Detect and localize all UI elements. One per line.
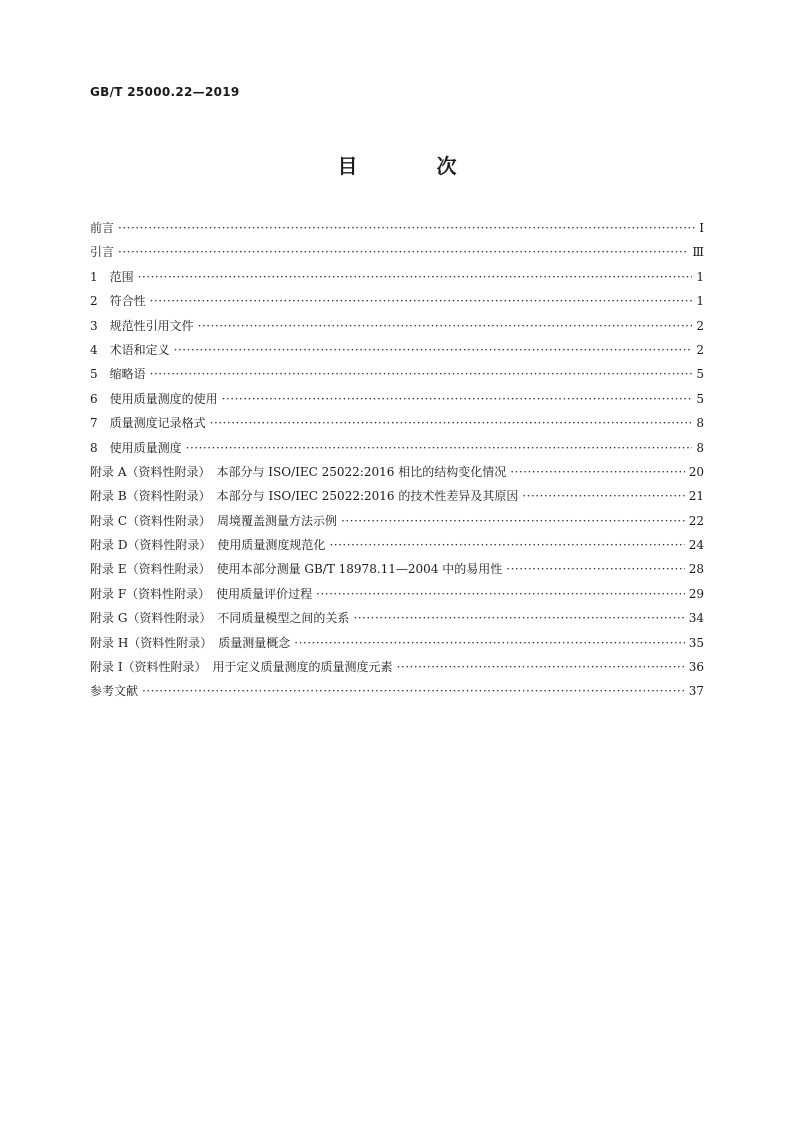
toc-entry-label: 1 范围	[90, 269, 134, 284]
toc-entry-annex-e[interactable]	[90, 557, 704, 581]
toc-leader-dots	[522, 484, 684, 508]
toc-entry-abbreviations[interactable]	[90, 362, 704, 386]
toc-page-number: 36	[688, 660, 704, 675]
toc-page-number: 34	[688, 611, 704, 626]
toc-entry-label: 参考文献	[90, 684, 139, 699]
toc-page-number: 22	[688, 513, 704, 528]
toc-leader-dots	[506, 557, 684, 581]
toc-entry-label: 附录 C（资料性附录） 周境覆盖测量方法示例	[90, 513, 337, 528]
toc-leader-dots	[316, 582, 685, 606]
toc-page-number: 28	[688, 562, 704, 577]
toc-entry-label: 附录 B（资料性附录） 本部分与 ISO/IEC 25022:2016 的技术性差异及其原因	[90, 489, 519, 504]
toc-entry-label: 7 质量测度记录格式	[90, 416, 206, 431]
toc-entry-annex-d[interactable]	[90, 533, 704, 557]
toc-leader-dots	[341, 509, 685, 533]
toc-entry-label: 引言	[90, 245, 115, 260]
toc-entry-label: 附录 F（资料性附录） 使用质量评价过程	[90, 586, 313, 601]
toc-page-number: Ⅲ	[692, 245, 704, 260]
toc-entry-use-of-measures[interactable]	[90, 387, 704, 411]
toc-entry-normative-references[interactable]	[90, 314, 704, 338]
toc-page-number: 20	[688, 464, 704, 479]
toc-page-number: 37	[688, 684, 704, 699]
toc-leader-dots	[294, 631, 684, 655]
toc-entry-annex-i[interactable]	[90, 655, 704, 679]
toc-leader-dots	[198, 314, 693, 338]
toc-leader-dots	[138, 265, 693, 289]
toc-entry-label: 附录 D（资料性附录） 使用质量测度规范化	[90, 538, 326, 553]
toc-entry-label: 附录 I（资料性附录） 用于定义质量测度的质量测度元素	[90, 660, 393, 675]
toc-leader-dots	[142, 679, 685, 703]
toc-entry-annex-h[interactable]	[90, 631, 704, 655]
toc-entry-label: 附录 E（资料性附录） 使用本部分测量 GB/T 18978.11—2004 中的易用性	[90, 562, 503, 577]
toc-entry-quality-in-use-measures[interactable]	[90, 436, 704, 460]
toc-entry-label: 附录 G（资料性附录） 不同质量模型之间的关系	[90, 611, 350, 626]
toc-leader-dots	[118, 240, 688, 264]
toc-entry-label: 2 符合性	[90, 294, 146, 309]
toc-entry-annex-b[interactable]	[90, 484, 704, 508]
toc-leader-dots	[222, 387, 693, 411]
toc-page-number: 5	[696, 391, 704, 406]
toc-entry-label: 附录 A（资料性附录） 本部分与 ISO/IEC 25022:2016 相比的结构变化情况	[90, 464, 507, 479]
toc-leader-dots	[150, 289, 693, 313]
toc-leader-dots	[186, 436, 693, 460]
toc-entry-annex-a[interactable]	[90, 460, 704, 484]
toc-page-number: 2	[696, 318, 704, 333]
toc-entry-introduction[interactable]	[90, 240, 704, 264]
toc-entry-annex-f[interactable]	[90, 582, 704, 606]
toc-page-number: 1	[696, 269, 704, 284]
toc-entry-label: 8 使用质量测度	[90, 440, 182, 455]
toc-entry-scope[interactable]	[90, 265, 704, 289]
toc-entry-conformance[interactable]	[90, 289, 704, 313]
toc-page-number: 35	[688, 635, 704, 650]
toc-entry-label: 前言	[90, 221, 115, 235]
toc-leader-dots	[329, 533, 684, 557]
toc-entry-foreword[interactable]	[90, 216, 704, 240]
toc-page-number: 5	[696, 367, 704, 382]
toc-entry-label: 3 规范性引用文件	[90, 318, 194, 333]
toc-page-number: 21	[688, 489, 704, 504]
document-code: GB/T 25000.22—2019	[90, 85, 240, 99]
toc-entry-label: 4 术语和定义	[90, 342, 170, 357]
toc-entry-terms-definitions[interactable]	[90, 338, 704, 362]
toc-entry-label: 5 缩略语	[90, 367, 146, 382]
toc-leader-dots	[174, 338, 693, 362]
toc-page-number: 8	[696, 416, 704, 431]
toc-entry-bibliography[interactable]	[90, 679, 704, 703]
toc-leader-dots	[510, 460, 685, 484]
toc-entry-record-format[interactable]	[90, 411, 704, 435]
toc-page-number: 2	[696, 342, 704, 357]
table-of-contents	[90, 216, 704, 704]
toc-page-number: 24	[688, 538, 704, 553]
toc-leader-dots	[397, 655, 685, 679]
toc-entry-annex-g[interactable]	[90, 606, 704, 630]
toc-entry-label: 附录 H（资料性附录） 质量测量概念	[90, 635, 291, 650]
toc-page-number: 8	[696, 440, 704, 455]
toc-page-number: 1	[696, 294, 704, 309]
toc-page-number: Ⅰ	[699, 221, 704, 235]
toc-entry-label: 6 使用质量测度的使用	[90, 391, 218, 406]
toc-leader-dots	[150, 362, 693, 386]
toc-entry-annex-c[interactable]	[90, 509, 704, 533]
toc-leader-dots	[118, 216, 695, 240]
toc-leader-dots	[210, 411, 693, 435]
toc-page-number: 29	[688, 586, 704, 601]
toc-title: 目 次	[337, 154, 493, 178]
toc-leader-dots	[353, 606, 684, 630]
